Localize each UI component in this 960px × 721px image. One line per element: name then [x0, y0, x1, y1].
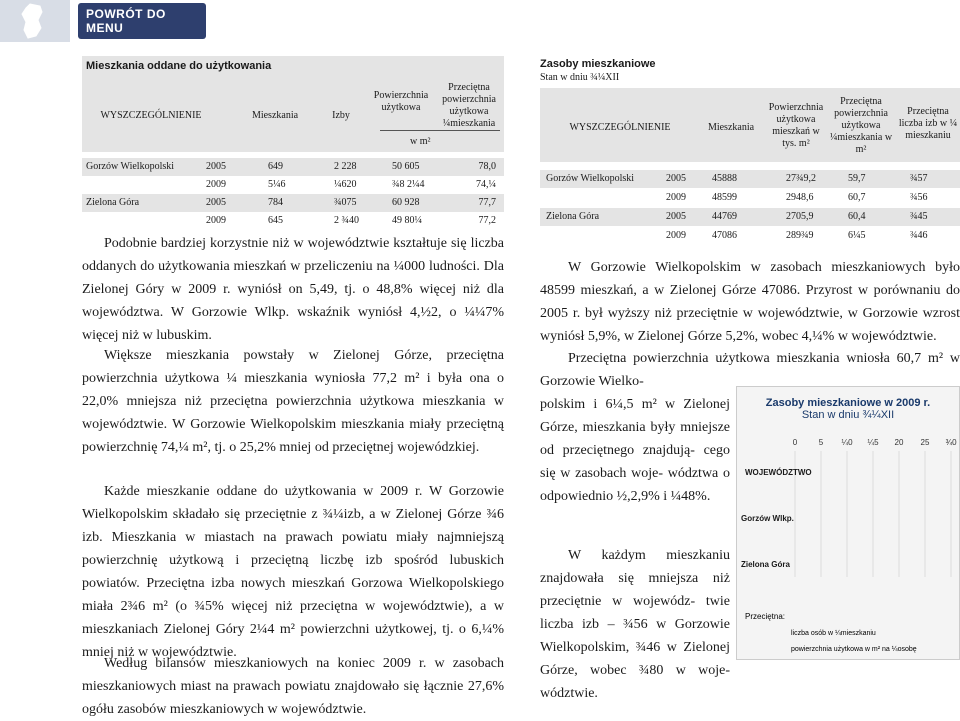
chart-title: Zasoby mieszkaniowe w 2009 r. — [765, 397, 931, 409]
left-cell-izby: 2 ¾40 — [334, 215, 359, 226]
right-paragraph-2b: polskim i 6¼,5 m² w Zielonej Górze, mieszkania były mniejsze od przeciętnego znajdują- cego się w zasobach woje- wództwa o odpowiednio ½,2,9% i ¼48%. — [540, 397, 730, 504]
chart-tick-label: ¾0 — [945, 438, 957, 447]
right-header-col4: Przeciętna powierzchnia użytkowa ¼mieszkania w m² — [829, 96, 893, 155]
right-cell-powierzchnia: 289¾9 — [786, 230, 814, 241]
right-cell-name: Zielona Góra — [546, 211, 600, 222]
chart-tick-label: 20 — [894, 438, 904, 447]
region-map-icon — [0, 0, 70, 42]
chart-legend-entry: liczba osób w ¼mieszkaniu — [791, 630, 876, 637]
right-cell-izby: ¾45 — [910, 211, 928, 222]
right-table-title: Zasoby mieszkaniowe — [540, 58, 656, 70]
left-paragraph-4: Według bilansów mieszkaniowych na koniec 2009 r. w zasobach mieszkaniowych miast na prawach powiatu znajdowało się łącznie 27,6% ogółu zasobów mieszkaniowych w województwie. — [82, 656, 504, 717]
left-table-title: Mieszkania oddane do użytkowania — [86, 60, 272, 72]
right-header-col3: Powierzchnia użytkowa mieszkań w tys. m² — [768, 102, 824, 149]
left-cell-year: 2009 — [206, 179, 226, 190]
left-cell-mieszkania: 649 — [268, 161, 283, 172]
right-cell-mieszkania: 45888 — [712, 173, 737, 184]
left-header-col2: Mieszkania — [251, 110, 299, 121]
right-cell-year: 2009 — [666, 230, 686, 241]
chart-subtitle: Stan w dniu ¾¼XII — [801, 409, 895, 421]
right-header-col1: WYSZCZEGÓLNIENIE — [569, 122, 671, 133]
left-cell-powierzchnia: ¾8 2¼4 — [392, 179, 425, 190]
right-table-subtitle: Stan w dniu ¾¼XII — [540, 72, 620, 83]
chart-category-label: Zielona Góra — [741, 560, 790, 569]
right-header-col2: Mieszkania — [707, 122, 755, 133]
chart-legend-title: Przeciętna: — [745, 612, 786, 621]
back-to-menu-label: POWRÓT DO MENU — [78, 3, 206, 39]
chart-tick-label: 25 — [920, 438, 930, 447]
left-cell-powierzchnia: 50 605 — [392, 161, 420, 172]
left-cell-mieszkania: 645 — [268, 215, 283, 226]
left-cell-przecietna: 77,7 — [478, 197, 496, 208]
chart-category-label: Gorzów Wlkp. — [741, 514, 794, 523]
left-cell-izby: ¼620 — [334, 179, 357, 190]
left-cell-name: Zielona Góra — [86, 197, 140, 208]
chart-tick-label: 0 — [792, 438, 798, 447]
left-cell-mieszkania: 784 — [268, 197, 283, 208]
right-cell-year: 2009 — [666, 192, 686, 203]
left-cell-year: 2005 — [206, 161, 226, 172]
right-cell-mieszkania: 47086 — [712, 230, 737, 241]
chart-panel — [736, 386, 960, 660]
right-cell-izby: ¾56 — [910, 192, 928, 203]
right-cell-powierzchnia: 27¾9,2 — [786, 173, 816, 184]
right-cell-izby: ¾57 — [910, 173, 928, 184]
left-cell-powierzchnia: 60 928 — [392, 197, 420, 208]
left-cell-name: Gorzów Wielkopolski — [86, 161, 175, 172]
right-cell-name: Gorzów Wielkopolski — [546, 173, 635, 184]
right-paragraph-1: W Gorzowie Wielkopolskim w zasobach mieszkaniowych było 48599 mieszkań, a w Zielonej Górze 47086. Przyrost w porównaniu do 2005 r. był wyższy niż przeciętnie w województwie, w Gorzowie wzrost wyniósł 5,9%, w Zielonej Górze 5,2%, wobec 4,¼% w województwie. — [540, 260, 960, 344]
right-cell-powierzchnia: 2948,6 — [786, 192, 814, 203]
left-header-col5: Przeciętna powierzchnia użytkowa ¼mieszkania — [442, 82, 496, 129]
left-header-col4: Powierzchnia użytkowa — [373, 90, 429, 113]
left-cell-przecietna: 74,¼ — [476, 179, 496, 190]
right-cell-mieszkania: 44769 — [712, 211, 737, 222]
right-paragraph-2a: Przeciętna powierzchnia użytkowa mieszkania wniosła 60,7 m² w Gorzowie Wielko- — [540, 351, 960, 389]
left-cell-mieszkania: 5¼6 — [268, 179, 286, 190]
right-cell-powierzchnia: 2705,9 — [786, 211, 814, 222]
right-cell-przecietna: 59,7 — [848, 173, 866, 184]
chart-tick-label: 5 — [818, 438, 824, 447]
right-cell-izby: ¾46 — [910, 230, 928, 241]
chart-plot — [737, 427, 959, 657]
right-cell-przecietna: 6¼5 — [848, 230, 866, 241]
left-cell-przecietna: 78,0 — [478, 161, 496, 172]
left-cell-year: 2009 — [206, 215, 226, 226]
left-header-col1: WYSZCZEGÓLNIENIE — [100, 110, 202, 121]
left-cell-year: 2005 — [206, 197, 226, 208]
left-header-col3: Izby — [332, 110, 350, 121]
right-cell-year: 2005 — [666, 173, 686, 184]
back-to-menu-button[interactable] — [70, 0, 206, 42]
left-paragraph-2: Większe mieszkania powstały w Zielonej Górze, przeciętna powierzchnia użytkowa ¼ mieszkania wyniosła 77,2 m² i była ona o 22,0% mniejsza niż przeciętna powierzchnia użytkowa mieszkania w województwie. W Gorzowie Wielkopolskim mieszkania miały przeciętną powierzchnię 74,¼ m², tj. o 25,2% mniej od przeciętnej wojewódzkiej. — [82, 348, 504, 455]
left-cell-izby: 2 228 — [334, 161, 357, 172]
right-cell-mieszkania: 48599 — [712, 192, 737, 203]
left-paragraph-3: Każde mieszkanie oddane do użytkowania w 2009 r. W Gorzowie Wielkopolskim składało się przeciętnie z ¾¼izb, a w Zielonej Górze ¾6 izb. Mieszkania w miastach na prawach powiatu miały najmniejszą powierzchnię użytkową i przeciętną liczbę izb spośród lubuskich powiatów. Przeciętna izba nowych mieszkań Gorzowa Wielkopolskiego miała 2¾6 m² (o ¾5% więcej niż przeciętna w województwie), a w mieszkaniach Zielonej Góry 2¼4 m² powierzchni użytkowej, tj. o 6,¼% mniej niż w województwie. — [82, 484, 504, 660]
chart-legend-entry: powierzchnia użytkowa w m² na ¼osobę — [791, 646, 917, 653]
chart-tick-label: ¼0 — [841, 438, 853, 447]
left-cell-izby: ¾075 — [334, 197, 357, 208]
chart-tick-label: ¼5 — [867, 438, 879, 447]
right-paragraph-3: W każdym mieszkaniu znajdowała się mniejsza niż przeciętnie w wojewódz- twie liczba izb – ¾56 w Gorzowie Wielkopolskim, ¾46 w Zielonej Górze, wobec ¾80 w woje- wództwie. — [540, 548, 730, 701]
left-header-unit: w m² — [410, 136, 431, 147]
right-cell-year: 2005 — [666, 211, 686, 222]
right-cell-przecietna: 60,7 — [848, 192, 866, 203]
left-cell-powierzchnia: 49 80¼ — [392, 215, 422, 226]
left-header-divider — [380, 130, 500, 131]
right-header-col5: Przeciętna liczba izb w ¼ mieszkaniu — [898, 106, 958, 141]
left-cell-przecietna: 77,2 — [478, 215, 496, 226]
chart-category-label: WOJEWÓDZTWO — [745, 468, 812, 477]
right-cell-przecietna: 60,4 — [848, 211, 866, 222]
left-paragraph-1: Podobnie bardziej korzystnie niż w województwie kształtuje się liczba oddanych do użytkowania mieszkań w przeliczeniu na ¼000 ludności. Dla Zielonej Góry w 2009 r. wyniósł on 5,49, tj. o 48,8% więcej niż dla województwa. W Gorzowie Wlkp. wskaźnik wyniósł 4,½2, o ¼¼7% więcej niż w lubuskim. — [82, 236, 504, 343]
